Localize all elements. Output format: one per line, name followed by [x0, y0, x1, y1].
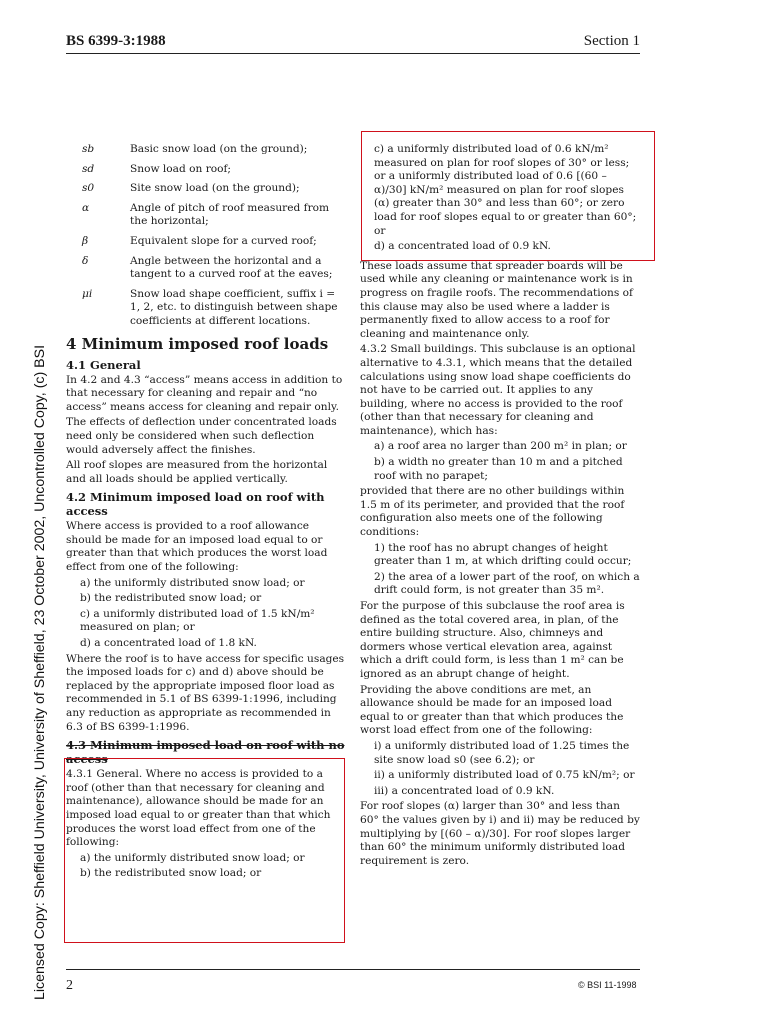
symbol: s0	[82, 182, 95, 195]
section-label: Section 1	[583, 33, 640, 49]
clause-4-1-heading: 4.1 General	[66, 357, 141, 372]
clause-4-1-para-3: All roof slopes are measured from the horizontal and all loads should be applied vertically.	[66, 459, 328, 485]
list-item-b: b) the redistributed snow load; or	[80, 867, 262, 880]
symbol: β	[82, 234, 89, 247]
clause-4-3-2-para: 4.3.2 Small buildings. This subclause is an optional alternative to 4.3.1, which means that the detailed calculations using snow load shape coefficients do not have to be carried out. It applies to any building, where no access is provided to the roof (other than that necessary for cleaning and maintenance), which has:	[360, 343, 636, 437]
symbol: sb	[82, 143, 95, 155]
spreader-board-para: These loads assume that spreader boards will be used while any cleaning or maintenance work is in progress on fragile roofs. The recommendations of this clause may also be used where a ladder is permanently fixed to allow access to a roof for cleaning and maintenance only.	[360, 259, 633, 340]
clause-4-3-1-para: 4.3.1 General. Where no access is provided to a roof (other than that necessary for cleaning and maintenance), allowance should be made for an imposed load equal to or greater than that which produces the worst load effect from one of the following:	[66, 768, 331, 849]
highlight-box	[64, 758, 345, 943]
highlight-box	[361, 131, 655, 261]
symbol-description: Basic snow load (on the ground);	[130, 143, 308, 155]
list-item-d: d) a concentrated load of 0.9 kN.	[374, 240, 551, 253]
list-item-a: a) a roof area no larger than 200 m² in plan; or	[374, 440, 627, 453]
page-number: 2	[66, 978, 73, 993]
clause-4-2-heading: 4.2 Minimum imposed load on roof with access	[66, 490, 325, 519]
clause-4-1-para-1: In 4.2 and 4.3 “access” means access in addition to that necessary for cleaning and repair and “no access” means access for cleaning and repair only.	[66, 373, 343, 413]
standard-number: BS 6399-3:1988	[66, 33, 166, 49]
clause-4-2-para-2: Where the roof is to have access for specific usages the imposed loads for c) and d) above should be replaced by the appropriate imposed floor load as recommended in 5.1 of BS 6399-1:1996, including any reduction as appropriate as recommended in 6.3 of BS 6399-1:1996.	[66, 652, 345, 733]
license-watermark: Licensed Copy: Sheffield University, University of Sheffield, 23 October 2002, Uncontrolled Copy, (c) BSI	[32, 344, 48, 1000]
list-item-c: c) a uniformly distributed load of 0.6 kN/m² measured on plan for roof slopes of 30° or less; or a uniformly distributed load of 0.6 [(60 – α)/30] kN/m² measured on plan for roof slopes (α) greater than 30° and less than 60°; or zero load for roof slopes equal to or greater than 60°; or	[374, 143, 637, 237]
copyright-notice: © BSI 11-1998	[578, 980, 637, 990]
symbol-description: Equivalent slope for a curved roof;	[130, 234, 317, 247]
symbol-row	[66, 163, 346, 177]
roof-slope-para: For roof slopes (α) larger than 30° and less than 60° the values given by i) and ii) may be reduced by multiplying by [(60 – α)/30]. For roof slopes larger than 60° the minimum uniformly distributed load requirement is zero.	[360, 800, 640, 867]
list-item-iii: iii) a concentrated load of 0.9 kN.	[374, 784, 555, 797]
symbol-row	[66, 182, 346, 196]
roof-area-para: For the purpose of this subclause the roof area is defined as the total covered area, in plan, of the entire building structure. Also, chimneys and dormers whose vertical elevation area, against which a drift could form, is less than 1 m² can be ignored as an abrupt change of height.	[360, 600, 625, 680]
clause-4-2-para: Where access is provided to a roof allowance should be made for an imposed load equal to or greater than that which produces the worst load effect from one of the following:	[66, 520, 328, 574]
symbol-description: Site snow load (on the ground);	[130, 182, 300, 195]
header-rule	[66, 53, 640, 54]
list-item-c: c) a uniformly distributed load of 1.5 kN/m² measured on plan; or	[80, 607, 315, 634]
list-item-a: a) the uniformly distributed snow load; or	[80, 851, 305, 864]
allowance-para: Providing the above conditions are met, an allowance should be made for an imposed load equal to or greater than that which produces the worst load effect from one of the following:	[360, 683, 624, 737]
symbol-row	[66, 143, 346, 157]
footer-rule	[66, 969, 640, 970]
symbol-list	[66, 143, 346, 329]
condition-2: 2) the area of a lower part of the roof, on which a drift could form, is not greater than 35 m².	[374, 570, 640, 597]
list-item-b: b) the redistributed snow load; or	[80, 592, 262, 605]
symbol: sd	[82, 162, 95, 175]
symbol: δ	[82, 254, 89, 267]
list-item-b: b) a width no greater than 10 m and a pitched roof with no parapet;	[374, 456, 623, 482]
list-item-a: a) the uniformly distributed snow load; or	[80, 576, 305, 589]
clause-4-3-heading: 4.3 Minimum imposed load on roof with no access	[66, 738, 345, 767]
list-item-d: d) a concentrated load of 1.8 kN.	[80, 637, 257, 650]
clause-4-heading: 4 Minimum imposed roof loads	[66, 334, 329, 353]
page-header	[66, 28, 640, 50]
symbol-description: Angle of pitch of roof measured from the horizontal;	[130, 201, 330, 228]
condition-1: 1) the roof has no abrupt changes of height greater than 1 m, at which drifting could occur;	[374, 541, 632, 568]
symbol-row	[66, 202, 346, 229]
conditions-para: provided that there are no other buildings within 1.5 m of its perimeter, and provided that the roof configuration also meets one of the following conditions:	[360, 485, 625, 539]
symbol: α	[82, 201, 90, 214]
list-item-i: i) a uniformly distributed load of 1.25 times the site snow load s0 (see 6.2); or	[374, 739, 630, 766]
clause-4-1-para-2: The effects of deflection under concentrated loads need only be considered when such deflection would adversely affect the finishes.	[66, 416, 337, 456]
symbol: μi	[82, 287, 93, 300]
symbol-row	[66, 235, 346, 249]
list-item-ii: ii) a uniformly distributed load of 0.75 kN/m²; or	[374, 769, 635, 782]
symbol-description: Angle between the horizontal and a tangent to a curved roof at the eaves;	[130, 254, 333, 281]
symbol-description: Snow load on roof;	[130, 162, 232, 175]
symbol-row	[66, 288, 346, 329]
symbol-description: Snow load shape coefficient, suffix i = 1, 2, etc. to distinguish between shape coefficients at different locations.	[130, 287, 338, 327]
symbol-row	[66, 255, 346, 282]
